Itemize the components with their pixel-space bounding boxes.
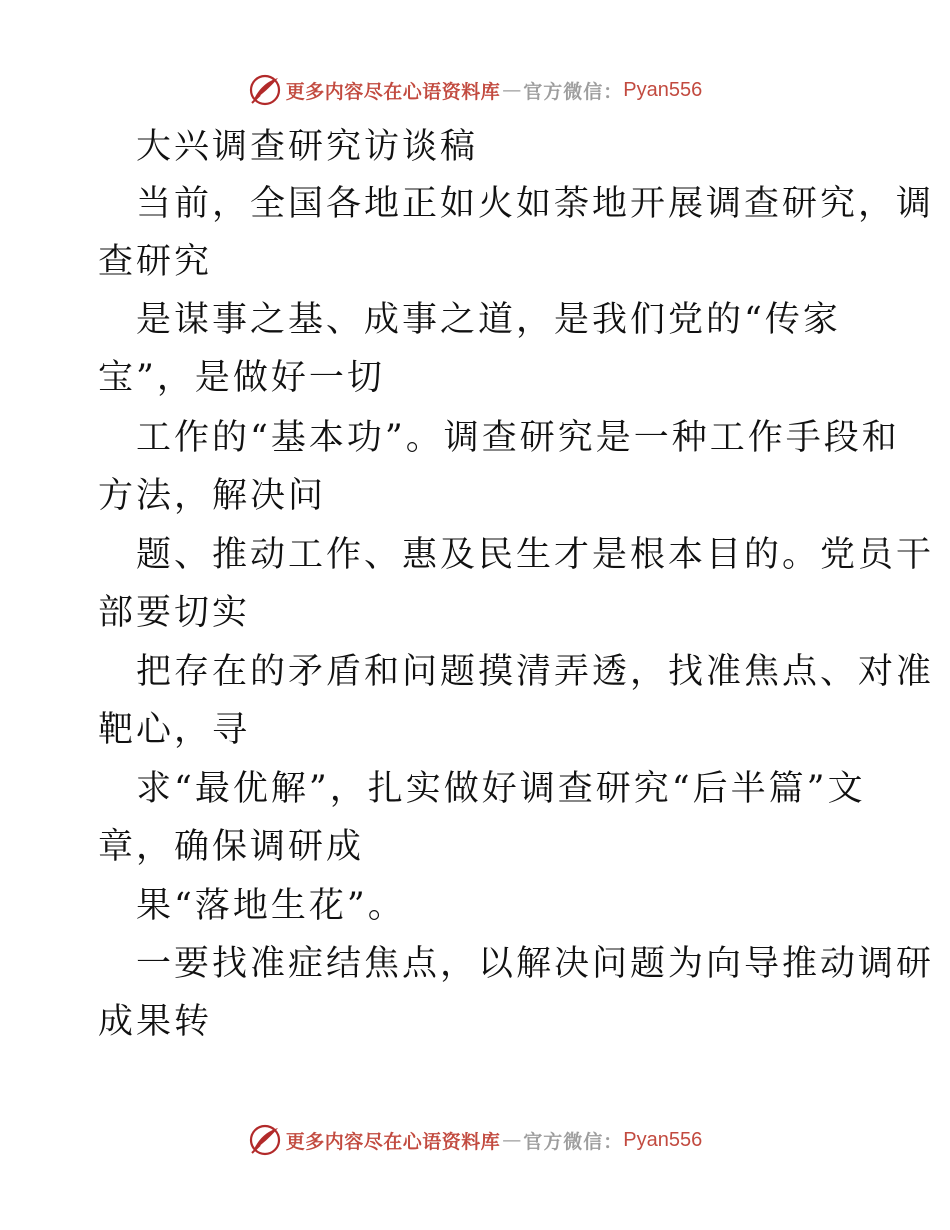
- wechat-label: 官方微信：: [523, 1130, 624, 1153]
- paragraph-line: 把存在的矛盾和问题摸清弄透，找准焦点、对准: [136, 652, 935, 692]
- paragraph-line: 成果转: [98, 1002, 213, 1042]
- paragraph-line: 部要切实: [98, 593, 251, 633]
- paragraph-line: 果“落地生花”。: [136, 886, 406, 926]
- paragraph-line: 工作的“基本功”。调查研究是一种工作手段和: [136, 418, 900, 458]
- brand-text: 更多内容尽在心语资料库: [285, 1130, 501, 1153]
- wechat-id: Pyan556: [623, 1128, 703, 1151]
- paragraph-line: 靶心，寻: [98, 710, 251, 750]
- paragraph-line: 查研究: [98, 242, 213, 282]
- banner-separator: —: [502, 79, 522, 101]
- paragraph-line: 当前，全国各地正如火如荼地开展调查研究，调: [136, 184, 935, 224]
- paragraph-line: 一要找准症结焦点，以解决问题为向导推动调研: [136, 944, 935, 984]
- brand-text: 更多内容尽在心语资料库: [285, 80, 501, 103]
- wechat-label: 官方微信：: [523, 80, 624, 103]
- paragraph-line: 方法，解决问: [98, 476, 327, 516]
- header-banner: [0, 72, 950, 108]
- paragraph-line: 求“最优解”，扎实做好调查研究“后半篇”文: [136, 769, 866, 809]
- footer-banner: [0, 1122, 950, 1158]
- quill-pen-logo-icon: [248, 1123, 282, 1157]
- paragraph-line: 章，确保调研成: [98, 827, 365, 867]
- paragraph-line: 是谋事之基、成事之道，是我们党的“传家: [136, 300, 841, 340]
- quill-pen-logo-icon: [248, 73, 282, 107]
- document-title: 大兴调查研究访谈稿: [136, 127, 479, 167]
- wechat-id: Pyan556: [623, 78, 703, 101]
- banner-separator: —: [502, 1129, 522, 1151]
- paragraph-line: 宝”，是做好一切: [98, 358, 385, 398]
- paragraph-line: 题、推动工作、惠及民生才是根本目的。党员干: [136, 535, 935, 575]
